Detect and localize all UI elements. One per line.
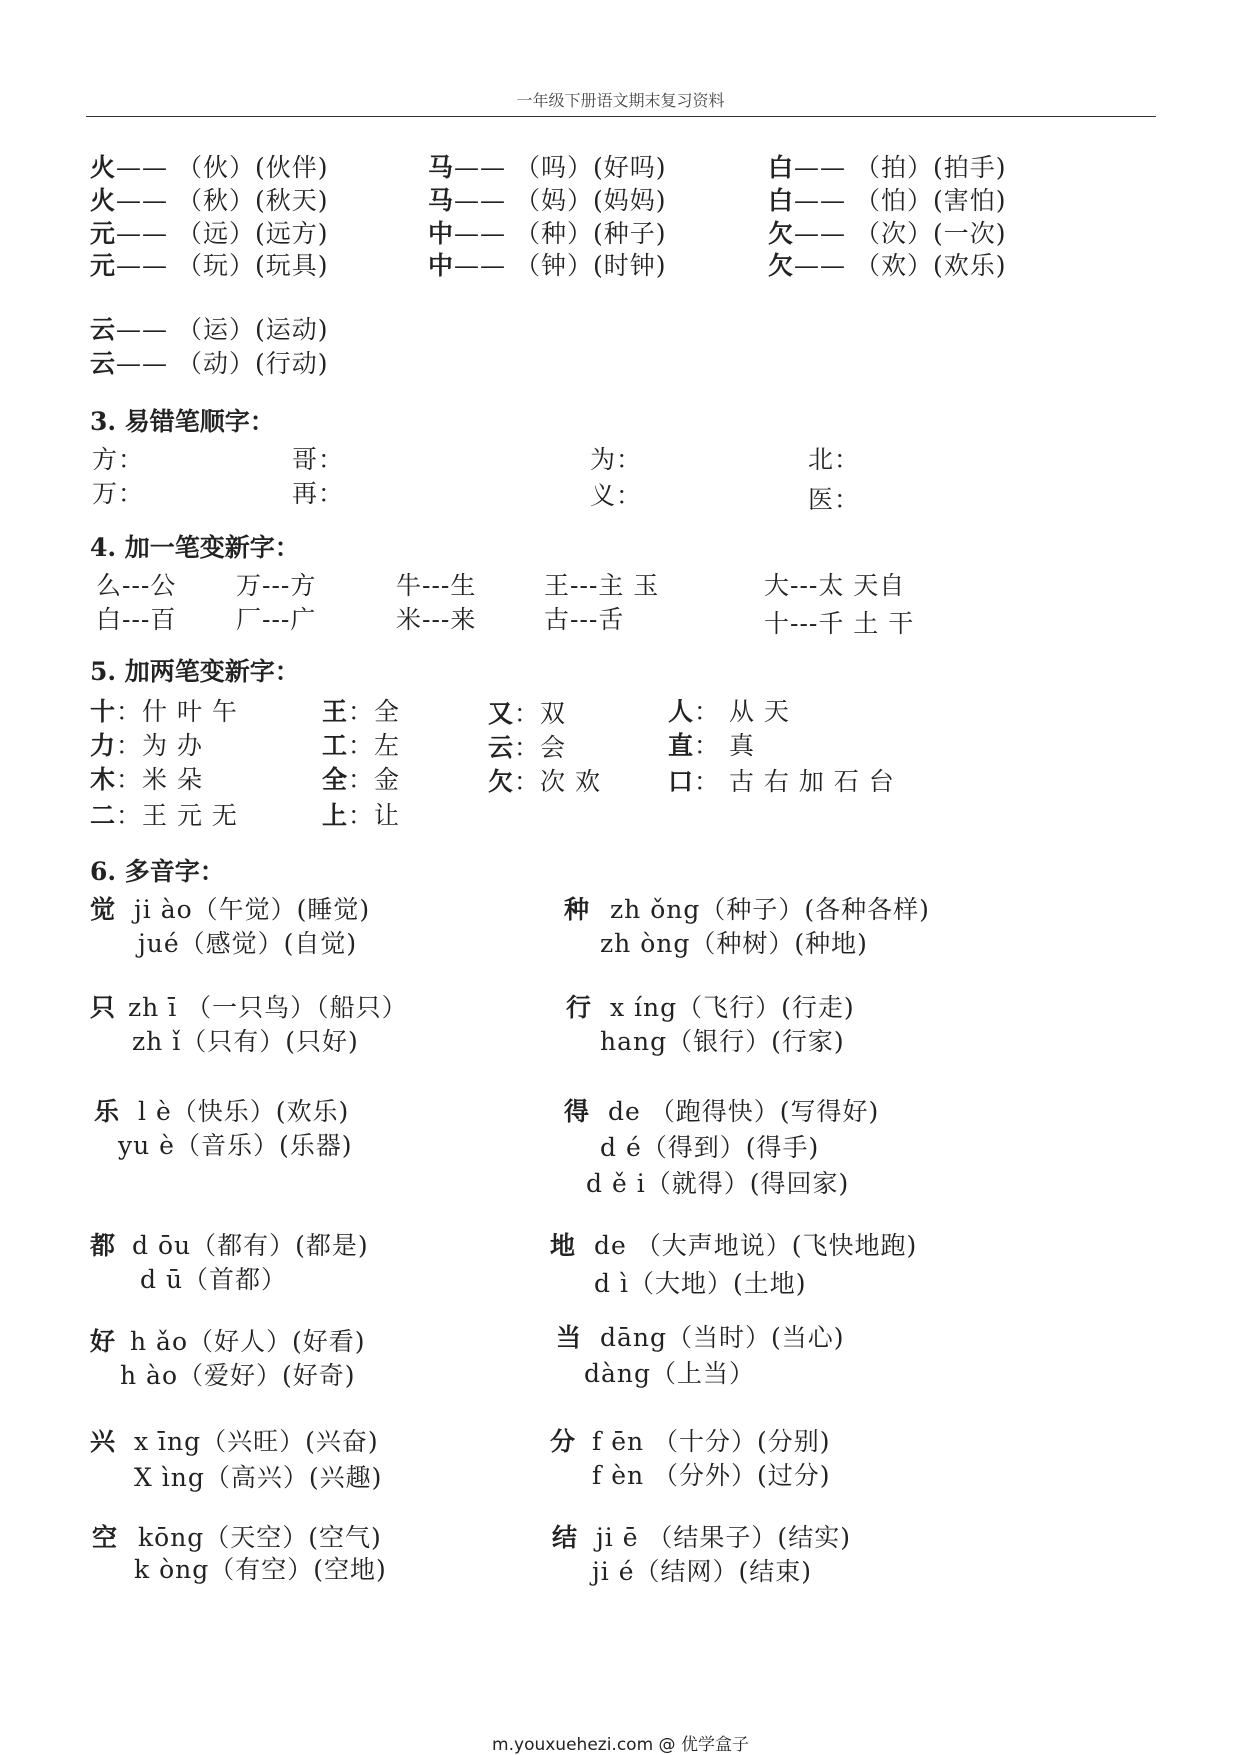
add-one-item: 十---千 土 干 bbox=[764, 609, 915, 638]
pair-text: （妈）(妈妈) bbox=[514, 186, 667, 215]
add-two-head: 十 bbox=[90, 697, 117, 726]
pair-dash: —— bbox=[116, 251, 169, 280]
add-two-text: ：什 叶 午 bbox=[116, 697, 238, 726]
pair-head: 云 bbox=[90, 349, 117, 378]
add-two-item bbox=[488, 728, 566, 764]
pair-row bbox=[90, 310, 328, 346]
polyphone-head: 兴 bbox=[90, 1427, 117, 1456]
polyphone-line: ji ē （结果子）(结实) bbox=[596, 1523, 851, 1552]
add-two-head: 又 bbox=[488, 699, 515, 728]
add-two-head: 上 bbox=[322, 801, 349, 830]
add-two-head: 直 bbox=[668, 731, 695, 760]
polyphone-line: f ēn （十分）(分别) bbox=[592, 1427, 831, 1456]
add-two-text: ：让 bbox=[348, 801, 401, 830]
pair-head: 中 bbox=[428, 219, 455, 248]
pair-text: （种）(种子) bbox=[514, 219, 667, 248]
pair-dash: —— bbox=[794, 186, 847, 215]
add-two-text: ： 古 右 加 石 台 bbox=[694, 767, 895, 796]
add-two-item bbox=[668, 726, 755, 762]
add-two-text: ：米 朵 bbox=[116, 765, 203, 794]
stroke-char: 哥： bbox=[292, 445, 345, 474]
add-one-item: 米---来 bbox=[396, 605, 477, 634]
pair-row bbox=[428, 148, 666, 184]
add-two-text: ：王 元 无 bbox=[116, 801, 238, 830]
add-two-head: 全 bbox=[322, 765, 349, 794]
pair-text: （吗）(好吗) bbox=[514, 153, 667, 182]
polyphone-line: zh ī （一只鸟）（船只） bbox=[128, 993, 408, 1022]
pair-row bbox=[428, 214, 666, 250]
add-one-item: 古---舌 bbox=[544, 605, 625, 634]
pair-row bbox=[428, 246, 666, 282]
add-one-item: 白---百 bbox=[96, 605, 177, 634]
pair-text: （伙）(伙伴) bbox=[176, 153, 329, 182]
polyphone-line: d ōu（都有）(都是) bbox=[132, 1231, 369, 1260]
add-two-head: 王 bbox=[322, 697, 349, 726]
polyphone-line: zh ǐ（只有）(只好) bbox=[132, 1027, 359, 1056]
add-two-text: ： 从 天 bbox=[694, 697, 790, 726]
add-two-text: ：会 bbox=[514, 733, 567, 762]
pair-text: （怕）(害怕) bbox=[854, 186, 1007, 215]
polyphone-head: 好 bbox=[90, 1327, 117, 1356]
add-two-item bbox=[668, 692, 790, 728]
pair-head: 白 bbox=[768, 153, 795, 182]
add-one-item: 厂---广 bbox=[236, 605, 317, 634]
add-one-item: 万---方 bbox=[236, 571, 317, 600]
pair-text: （欢）(欢乐) bbox=[854, 251, 1007, 280]
polyphone-head: 只 bbox=[90, 993, 117, 1022]
pair-row bbox=[90, 181, 328, 217]
pair-head: 云 bbox=[90, 315, 117, 344]
pair-text: （动）(行动) bbox=[176, 349, 329, 378]
pair-dash: —— bbox=[454, 186, 507, 215]
pair-dash: —— bbox=[794, 251, 847, 280]
add-one-item: 牛---生 bbox=[396, 571, 477, 600]
add-two-item bbox=[90, 726, 203, 762]
add-two-text: ：次 欢 bbox=[514, 767, 601, 796]
add-two-head: 口 bbox=[668, 767, 695, 796]
stroke-char: 方： bbox=[92, 445, 145, 474]
pair-row bbox=[90, 344, 328, 380]
section4-title: 4. 加一笔变新字： bbox=[90, 533, 300, 562]
pair-row bbox=[90, 214, 328, 250]
polyphone-line: de （大声地说）(飞快地跑) bbox=[594, 1231, 918, 1260]
polyphone-head: 都 bbox=[90, 1231, 117, 1260]
add-two-text: ：金 bbox=[348, 765, 401, 794]
add-two-item bbox=[322, 726, 400, 762]
add-two-item bbox=[322, 796, 400, 832]
add-two-text: ： 真 bbox=[694, 731, 755, 760]
add-two-item bbox=[488, 762, 601, 798]
add-one-item: 大---太 天自 bbox=[764, 571, 906, 600]
polyphone-head: 地 bbox=[550, 1231, 577, 1260]
polyphone-line: de （跑得快）(写得好) bbox=[608, 1097, 880, 1126]
add-two-head: 力 bbox=[90, 731, 117, 760]
add-two-head: 工 bbox=[322, 731, 349, 760]
polyphone-line: kōng（天空）(空气) bbox=[138, 1523, 382, 1552]
polyphone-line: d ě i（就得）(得回家) bbox=[586, 1169, 850, 1198]
polyphone-line: h ào（爱好）(好奇) bbox=[120, 1361, 356, 1390]
add-two-item bbox=[90, 796, 238, 832]
pair-dash: —— bbox=[116, 219, 169, 248]
footer-watermark: m.youxuehezi.com @ 优学盒子 bbox=[492, 1735, 749, 1755]
pair-head: 元 bbox=[90, 219, 117, 248]
pair-dash: —— bbox=[116, 315, 169, 344]
stroke-char: 再： bbox=[292, 479, 345, 508]
polyphone-head: 得 bbox=[564, 1097, 591, 1126]
polyphone-line: zh ǒng（种子）(各种各样) bbox=[610, 895, 930, 924]
add-two-item bbox=[90, 692, 238, 728]
pair-dash: —— bbox=[794, 219, 847, 248]
pair-head: 欠 bbox=[768, 251, 795, 280]
pair-dash: —— bbox=[454, 219, 507, 248]
add-two-item bbox=[322, 760, 400, 796]
add-two-head: 人 bbox=[668, 697, 695, 726]
polyphone-line: zh òng（种树）(种地) bbox=[600, 929, 868, 958]
add-two-item bbox=[668, 762, 895, 798]
polyphone-head: 行 bbox=[566, 993, 593, 1022]
pair-head: 火 bbox=[90, 153, 117, 182]
polyphone-line: d ì（大地）(土地) bbox=[594, 1269, 807, 1298]
polyphone-line: k òng（有空）(空地) bbox=[134, 1555, 387, 1584]
pair-text: （秋）(秋天) bbox=[176, 186, 329, 215]
polyphone-head: 分 bbox=[550, 1427, 577, 1456]
pair-dash: —— bbox=[116, 153, 169, 182]
pair-dash: —— bbox=[794, 153, 847, 182]
polyphone-line: X ìng（高兴）(兴趣) bbox=[134, 1463, 383, 1492]
polyphone-line: f èn （分外）(过分) bbox=[592, 1461, 831, 1490]
pair-head: 元 bbox=[90, 251, 117, 280]
pair-row bbox=[428, 181, 666, 217]
pair-dash: —— bbox=[454, 153, 507, 182]
pair-text: （次）(一次) bbox=[854, 219, 1007, 248]
pair-head: 马 bbox=[428, 186, 455, 215]
pair-text: （远）(远方) bbox=[176, 219, 329, 248]
polyphone-head: 当 bbox=[556, 1323, 583, 1352]
pair-row bbox=[90, 246, 328, 282]
add-two-text: ：左 bbox=[348, 731, 401, 760]
section3-title: 3. 易错笔顺字： bbox=[90, 407, 275, 436]
polyphone-line: dàng（上当） bbox=[584, 1359, 756, 1388]
stroke-char: 万： bbox=[92, 479, 145, 508]
add-one-item: 么---公 bbox=[96, 571, 177, 600]
polyphone-line: hang（银行）(行家) bbox=[600, 1027, 845, 1056]
add-two-item bbox=[322, 692, 400, 728]
add-two-head: 云 bbox=[488, 733, 515, 762]
header-rule bbox=[86, 116, 1156, 117]
section5-title: 5. 加两笔变新字： bbox=[90, 657, 300, 686]
polyphone-line: x íng（飞行）(行走) bbox=[610, 993, 855, 1022]
polyphone-line: x īng（兴旺）(兴奋) bbox=[134, 1427, 379, 1456]
polyphone-line: yu è（音乐）(乐器) bbox=[118, 1131, 353, 1160]
pair-row bbox=[768, 214, 1006, 250]
pair-row bbox=[768, 181, 1006, 217]
pair-text: （玩）(玩具) bbox=[176, 251, 329, 280]
stroke-char: 北： bbox=[808, 445, 861, 474]
stroke-char: 为： bbox=[590, 445, 643, 474]
polyphone-line: d ū（首都） bbox=[140, 1265, 288, 1294]
polyphone-head: 空 bbox=[92, 1523, 119, 1552]
add-two-head: 木 bbox=[90, 765, 117, 794]
add-two-item bbox=[488, 694, 566, 730]
pair-head: 马 bbox=[428, 153, 455, 182]
polyphone-line: h ǎo（好人）(好看) bbox=[130, 1327, 366, 1356]
add-two-item bbox=[90, 760, 203, 796]
pair-dash: —— bbox=[116, 186, 169, 215]
add-two-text: ：为 办 bbox=[116, 731, 203, 760]
pair-head: 中 bbox=[428, 251, 455, 280]
polyphone-line: dāng（当时）(当心) bbox=[600, 1323, 845, 1352]
polyphone-line: ji é（结网）(结束) bbox=[592, 1557, 812, 1586]
pair-row bbox=[768, 148, 1006, 184]
pair-text: （运）(运动) bbox=[176, 315, 329, 344]
polyphone-line: jué（感觉）(自觉) bbox=[138, 929, 358, 958]
add-two-head: 欠 bbox=[488, 767, 515, 796]
polyphone-line: d é（得到）(得手) bbox=[600, 1133, 820, 1162]
polyphone-line: l è（快乐）(欢乐) bbox=[138, 1097, 350, 1126]
pair-head: 白 bbox=[768, 186, 795, 215]
pair-row bbox=[90, 148, 328, 184]
stroke-char: 义： bbox=[590, 481, 643, 510]
pair-text: （钟）(时钟) bbox=[514, 251, 667, 280]
pair-head: 欠 bbox=[768, 219, 795, 248]
polyphone-head: 结 bbox=[552, 1523, 579, 1552]
polyphone-head: 乐 bbox=[94, 1097, 121, 1126]
add-two-text: ：全 bbox=[348, 697, 401, 726]
polyphone-line: ji ào（午觉）(睡觉) bbox=[134, 895, 371, 924]
pair-text: （拍）(拍手) bbox=[854, 153, 1007, 182]
polyphone-head: 种 bbox=[564, 895, 591, 924]
document-header: 一年级下册语文期末复习资料 bbox=[516, 91, 725, 110]
polyphone-head: 觉 bbox=[90, 895, 117, 924]
pair-head: 火 bbox=[90, 186, 117, 215]
pair-row bbox=[768, 246, 1006, 282]
add-two-head: 二 bbox=[90, 801, 117, 830]
add-one-item: 王---主 玉 bbox=[544, 571, 660, 600]
pair-dash: —— bbox=[454, 251, 507, 280]
section6-title: 6. 多音字： bbox=[90, 857, 225, 886]
add-two-text: ：双 bbox=[514, 699, 567, 728]
stroke-char: 医： bbox=[808, 485, 861, 514]
pair-dash: —— bbox=[116, 349, 169, 378]
